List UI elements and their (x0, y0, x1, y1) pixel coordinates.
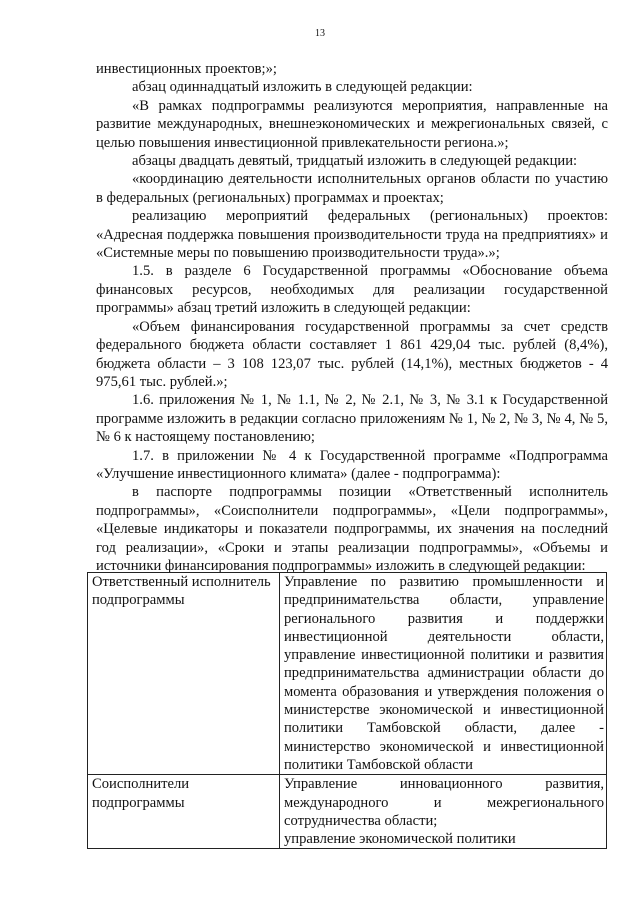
page-number: 13 (315, 28, 325, 39)
table-cell-label: Соисполнители подпрограммы (88, 775, 280, 849)
paragraph-9: 1.6. приложения № 1, № 1.1, № 2, № 2.1, № 3, № 3.1 к Государственной программе изложить в редакции согласно приложениям № 1, № 2, № 3, № 4, № 5, № 6 к настоящему постановлению; (96, 392, 608, 446)
paragraph-10: 1.7. в приложении № 4 к Государственной программе «Подпрограмма «Улучшение инвестиционного климата» (далее - подпрограмма): (96, 447, 608, 482)
paragraph-6: реализацию мероприятий федеральных (региональных) проектов: «Адресная поддержка повышения производительности труда на предприятиях» и «Системные меры по повышению производительности труда».»; (96, 208, 608, 262)
table-cell-value-line: Управление инновационного развития, международного и межрегионального сотрудничества области; (284, 776, 604, 829)
table-row (88, 775, 607, 849)
paragraph-1: инвестиционных проектов;»; (96, 61, 277, 77)
paragraph-3: «В рамках подпрограммы реализуются мероприятия, направленные на развитие международных, внешнеэкономических и межрегиональных связей, с целью повышения инвестиционной привлекательности региона.»; (96, 97, 608, 151)
paragraph-8: «Объем финансирования государственной программы за счет средств федерального бюджета области составляет 1 861 429,04 тыс. рублей (8,4%), бюджета области – 3 108 123,07 тыс. рублей (14,1%), местных бюджетов - 4 975,61 тыс. рублей.»; (96, 318, 608, 390)
table-cell-value (280, 775, 607, 849)
paragraph-7: 1.5. в разделе 6 Государственной программы «Обоснование объема финансовых ресурсов, необходимых для реализации государственной программы» абзац третий изложить в следующей редакции: (96, 263, 608, 317)
table-row (88, 573, 607, 775)
document-body (96, 60, 608, 575)
table-cell-label: Ответственный исполнитель подпрограммы (88, 573, 280, 775)
paragraph-11: в паспорте подпрограммы позиции «Ответственный исполнитель подпрограммы», «Соисполнители подпрограммы», «Цели подпрограммы», «Целевые индикаторы и показатели подпрограммы, их значения на последний год реализации», «Сроки и этапы реализации подпрограммы», «Объемы и источники финансирования подпрограммы» изложить в следующей редакции: (96, 484, 608, 574)
subprogram-passport-table (87, 572, 607, 849)
table-cell-value: Управление по развитию промышленности и предпринимательства области, управление регионального развития и поддержки инвестиционной деятельности области, управление инвестиционной политики и развития предпринимательства администрации области до момента образования и утверждения положения о министерстве экономической и инвестиционной политики Тамбовской области, далее - министерство экономической и инвестиционной политики Тамбовской области (280, 573, 607, 775)
paragraph-2: абзац одиннадцатый изложить в следующей редакции: (132, 79, 473, 96)
paragraph-4: абзацы двадцать девятый, тридцатый изложить в следующей редакции: (132, 153, 578, 170)
paragraph-5: «координацию деятельности исполнительных органов области по участию в федеральных (региональных) программах и проектах; (96, 171, 608, 206)
table-cell-value-continued: управление экономической политики (284, 831, 516, 848)
